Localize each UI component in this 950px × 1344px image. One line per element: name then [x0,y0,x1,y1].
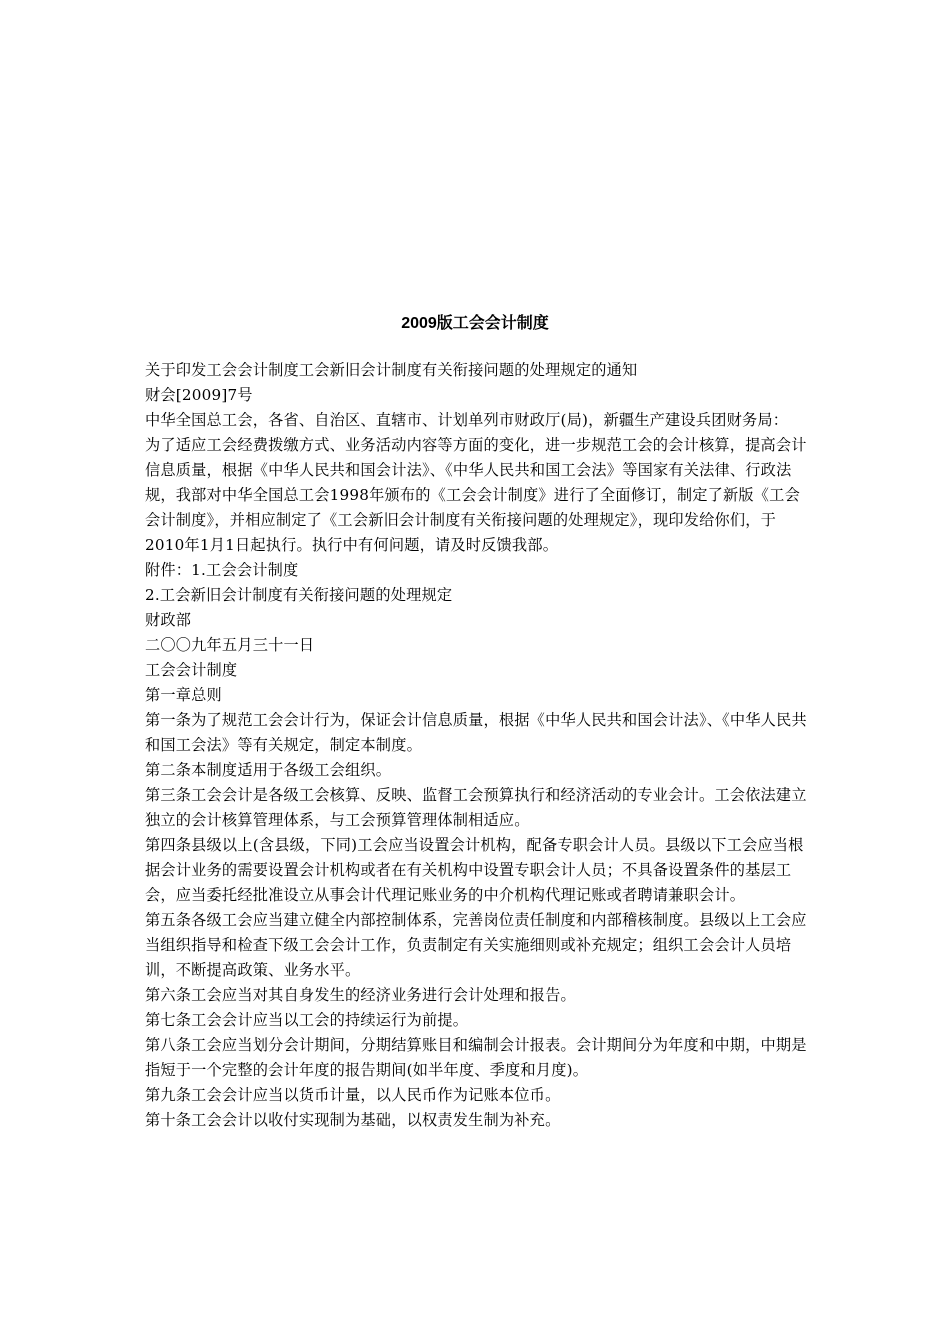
issue-date: 二〇〇九年五月三十一日 [145,636,315,654]
document-number: 财会[2009]7号 [145,386,253,404]
document-body [145,358,809,1133]
regulation-title: 工会会计制度 [145,661,238,679]
article-1: 第一条为了规范工会会计行为，保证会计信息质量，根据《中华人民共和国会计法》、《中华人民共和国工会法》等有关规定，制定本制度。 [145,711,807,754]
article-4: 第四条县级以上(含县级，下同)工会应当设置会计机构，配备专职会计人员。县级以下工会应当根据会计业务的需要设置会计机构或者在有关机构中设置专职会计人员；不具备设置条件的基层工会，应当委托经批准设立从事会计代理记账业务的中介机构代理记账或者聘请兼职会计。 [145,836,804,904]
article-3: 第三条工会会计是各级工会核算、反映、监督工会预算执行和经济活动的专业会计。工会依法建立独立的会计核算管理体系，与工会预算管理体制相适应。 [145,786,807,829]
document-title: 2009版工会会计制度 [401,315,549,332]
attachment-2: 2.工会新旧会计制度有关衔接问题的处理规定 [145,586,453,604]
notice-body: 为了适应工会经费拨缴方式、业务活动内容等方面的变化，进一步规范工会的会计核算，提高会计信息质量，根据《中华人民共和国会计法》、《中华人民共和国工会法》等国家有关法律、行政法规，我部对中华全国总工会1998年颁布的《工会会计制度》进行了全面修订，制定了新版《工会会计制度》，并相应制定了《工会新旧会计制度有关衔接问题的处理规定》，现印发给你们，于2010年1月1日起执行。执行中有何问题，请及时反馈我部。 [145,436,807,554]
article-10: 第十条工会会计以收付实现制为基础，以权责发生制为补充。 [145,1111,561,1129]
issuer: 财政部 [145,611,192,629]
article-9: 第九条工会会计应当以货币计量，以人民币作为记账本位币。 [145,1086,561,1104]
article-8: 第八条工会应当划分会计期间，分期结算账目和编制会计报表。会计期间分为年度和中期，中期是指短于一个完整的会计年度的报告期间(如半年度、季度和月度)。 [145,1036,807,1079]
chapter-heading: 第一章总则 [145,686,222,704]
article-7: 第七条工会会计应当以工会的持续运行为前提。 [145,1011,469,1029]
attachment-1: 附件：1.工会会计制度 [145,561,299,579]
notice-heading: 关于印发工会会计制度工会新旧会计制度有关衔接问题的处理规定的通知 [145,361,638,379]
article-6: 第六条工会应当对其自身发生的经济业务进行会计处理和报告。 [145,986,576,1004]
article-5: 第五条各级工会应当建立健全内部控制体系，完善岗位责任制度和内部稽核制度。县级以上工会应当组织指导和检查下级工会会计工作，负责制定有关实施细则或补充规定；组织工会会计人员培训，不断提高政策、业务水平。 [145,911,807,979]
article-2: 第二条本制度适用于各级工会组织。 [145,761,392,779]
addressees: 中华全国总工会，各省、自治区、直辖市、计划单列市财政厅(局)，新疆生产建设兵团财务局： [145,411,789,429]
